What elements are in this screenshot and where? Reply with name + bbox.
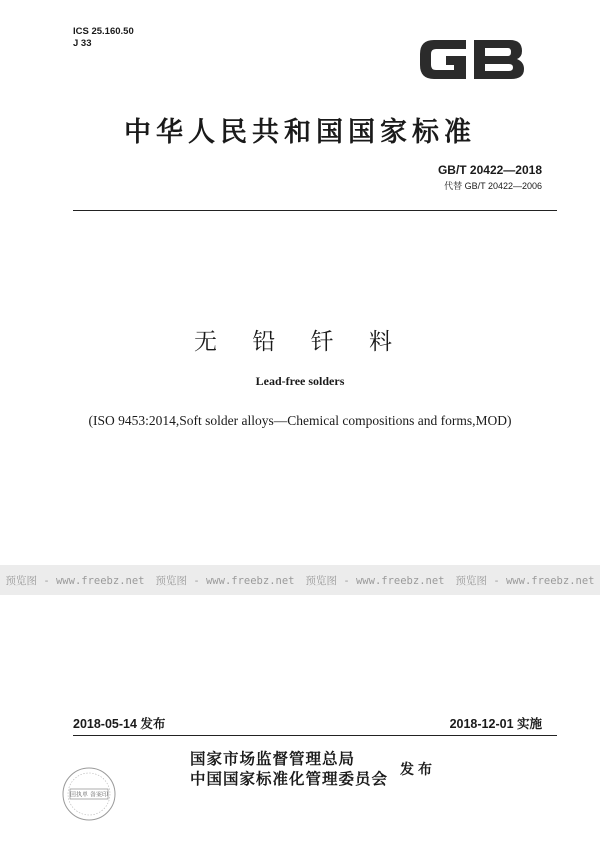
issue-label: 发布 xyxy=(400,762,436,778)
replaces-note: 代替 GB/T 20422—2006 xyxy=(444,181,542,191)
ccs-code: J 33 xyxy=(73,38,92,49)
watermark-text: 预览图 - www.freebz.net xyxy=(155,574,295,587)
seal-text: 回执单 备案印 xyxy=(70,791,108,799)
watermark-text: 预览图 - www.freebz.net xyxy=(455,574,595,587)
publish-date: 2018-05-14 发布 xyxy=(73,717,166,731)
watermark-text: 预览图 - www.freebz.net xyxy=(305,574,445,587)
main-title: 中华人民共和国国家标准 xyxy=(124,117,476,148)
registration-seal xyxy=(60,765,118,823)
issuer-line: 中国国家标准化管理委员会 xyxy=(190,769,389,788)
watermark-banner xyxy=(0,565,600,595)
issuer-line: 国家市场监督管理总局 xyxy=(190,749,356,768)
classification-codes xyxy=(73,26,134,50)
watermark-text: 预览图 - www.freebz.net xyxy=(5,574,145,587)
gb-logo xyxy=(414,32,528,87)
footer-divider xyxy=(73,735,557,736)
chinese-title: 无 铅 钎 料 xyxy=(194,329,406,355)
iso-reference: (ISO 9453:2014,Soft solder alloys—Chemical compositions and forms,MOD) xyxy=(88,413,512,428)
implement-date: 2018-12-01 实施 xyxy=(449,717,542,731)
issuing-authorities xyxy=(190,749,388,789)
gb-logo-text: GB xyxy=(471,84,473,85)
english-title: Lead-free solders xyxy=(255,374,345,388)
ics-code: ICS 25.160.50 xyxy=(73,26,134,37)
standard-number: GB/T 20422—2018 xyxy=(437,163,542,177)
header-divider xyxy=(73,210,557,211)
